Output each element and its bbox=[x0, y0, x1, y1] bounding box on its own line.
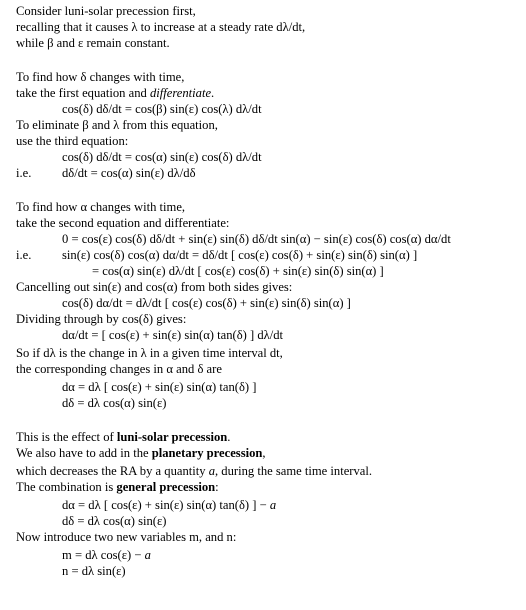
equation-line bbox=[62, 548, 151, 563]
text-line: take the second equation and differentiate: bbox=[16, 216, 230, 230]
text-line: So if dλ is the change in λ in a given time interval dt, bbox=[16, 346, 283, 360]
bold-term: luni-solar precession bbox=[116, 430, 228, 444]
text-line: Consider luni-solar precession first, bbox=[16, 4, 196, 18]
text-run: dα = dλ [ cos(ε) + sin(ε) sin(α) tan(δ) ] − bbox=[62, 498, 270, 512]
ie-label: i.e. bbox=[16, 248, 32, 262]
equation-line bbox=[62, 498, 276, 513]
text-run: . bbox=[211, 86, 215, 100]
ie-label: i.e. bbox=[16, 166, 32, 180]
equation-line: n = dλ sin(ε) bbox=[62, 564, 126, 578]
text-line bbox=[16, 430, 230, 445]
text-run: This is the effect of bbox=[16, 430, 117, 444]
text-line: To find how α changes with time, bbox=[16, 200, 186, 214]
text-line: use the third equation: bbox=[16, 134, 129, 148]
text-run: The combination is bbox=[16, 480, 117, 494]
emphasis-text: a bbox=[269, 498, 277, 512]
equation-line: dα = dλ [ cos(ε) + sin(ε) sin(α) tan(δ) ] bbox=[62, 380, 257, 394]
equation-line: dα/dt = [ cos(ε) + sin(ε) sin(α) tan(δ) ] dλ/dt bbox=[62, 328, 284, 342]
text-run: m = dλ cos(ε) − bbox=[62, 548, 145, 562]
equation-line: = cos(α) sin(ε) dλ/dt [ cos(ε) cos(δ) + sin(ε) sin(δ) sin(α) ] bbox=[92, 264, 384, 278]
text-line: Dividing through by cos(δ) gives: bbox=[16, 312, 187, 326]
text-line: the corresponding changes in α and δ are bbox=[16, 362, 222, 376]
equation-line: cos(δ) dα/dt = dλ/dt [ cos(ε) cos(δ) + sin(ε) sin(δ) sin(α) ] bbox=[62, 296, 351, 310]
text-run: which decreases the RA by a quantity bbox=[16, 464, 209, 478]
emphasis-text: a bbox=[144, 548, 151, 562]
equation-line: sin(ε) cos(δ) cos(α) dα/dt = dδ/dt [ cos(ε) cos(δ) + sin(ε) sin(δ) sin(α) ] bbox=[62, 248, 418, 262]
text-run: . bbox=[227, 430, 231, 444]
text-line bbox=[16, 446, 266, 461]
text-run: : bbox=[215, 480, 219, 494]
text-run: We also have to add in the bbox=[16, 446, 152, 460]
text-run: , during the same time interval. bbox=[215, 464, 373, 478]
text-line bbox=[16, 480, 219, 495]
text-line: To find how δ changes with time, bbox=[16, 70, 185, 84]
emphasis-text: a bbox=[208, 464, 215, 478]
text-run: , bbox=[262, 446, 266, 460]
text-line: while β and ε remain constant. bbox=[16, 36, 170, 50]
equation-line: cos(δ) dδ/dt = cos(β) sin(ε) cos(λ) dλ/dt bbox=[62, 102, 262, 116]
text-line: Cancelling out sin(ε) and cos(α) from both sides gives: bbox=[16, 280, 293, 294]
equation-line: dδ/dt = cos(α) sin(ε) dλ/dδ bbox=[62, 166, 196, 180]
equation-line: 0 = cos(ε) cos(δ) dδ/dt + sin(ε) sin(δ) dδ/dt sin(α) − sin(ε) cos(δ) cos(α) dα/dt bbox=[62, 232, 451, 246]
text-line bbox=[16, 86, 214, 101]
text-run: take the first equation and bbox=[16, 86, 150, 100]
text-line: To eliminate β and λ from this equation, bbox=[16, 118, 218, 132]
equation-line: dδ = dλ cos(α) sin(ε) bbox=[62, 514, 167, 528]
text-line bbox=[16, 464, 372, 479]
equation-line: cos(δ) dδ/dt = cos(α) sin(ε) cos(δ) dλ/dt bbox=[62, 150, 262, 164]
equation-line: dδ = dλ cos(α) sin(ε) bbox=[62, 396, 167, 410]
text-line: Now introduce two new variables m, and n: bbox=[16, 530, 237, 544]
text-line: recalling that it causes λ to increase at a steady rate dλ/dt, bbox=[16, 20, 306, 34]
bold-term: general precession bbox=[116, 480, 216, 494]
bold-term: planetary precession bbox=[151, 446, 263, 460]
emphasis-text: differentiate bbox=[149, 86, 212, 100]
